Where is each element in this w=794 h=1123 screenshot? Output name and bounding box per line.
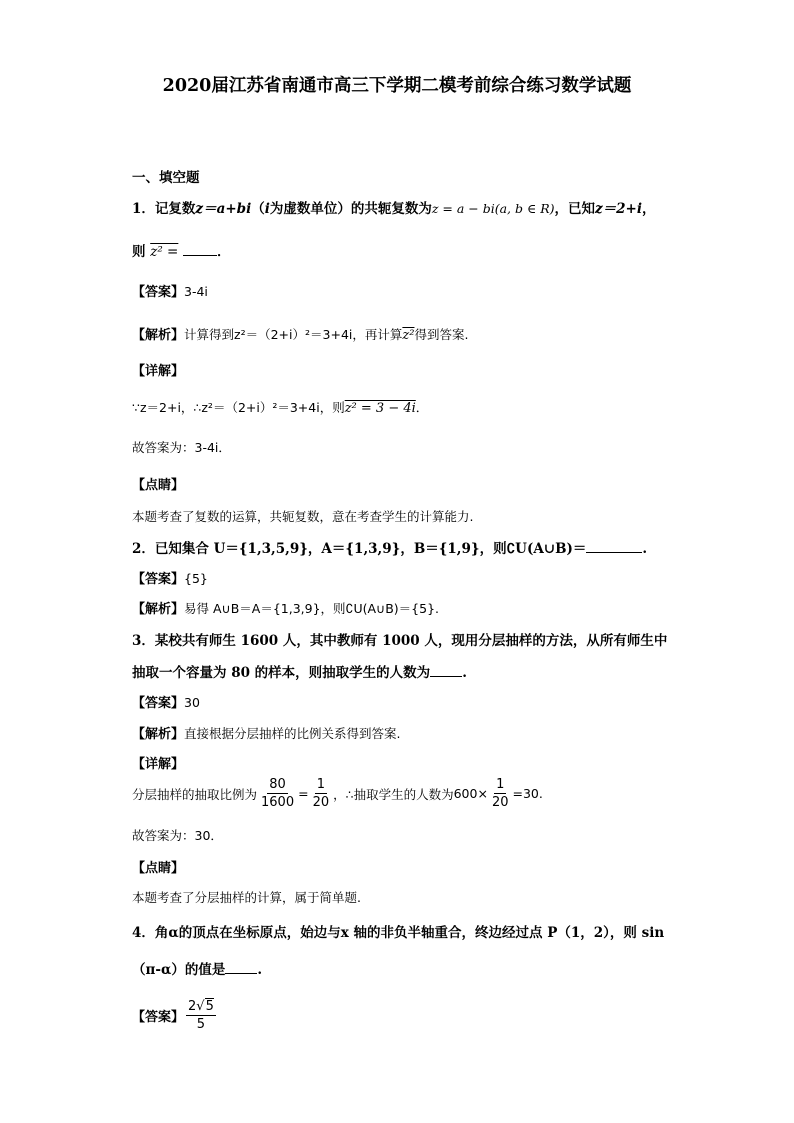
- q3-stem-line2: 抽取一个容量为 80 的样本，则抽取学生的人数为 .: [132, 665, 467, 681]
- answer-fraction: $\frac{2√5}{5}$: [188, 999, 214, 1032]
- q1-analysis: 【解析】计算得到z²＝（2+i）²＝3+4i，再计算z²得到答案.: [132, 327, 469, 343]
- q3-analysis: 【解析】直接根据分层抽样的比例关系得到答案.: [132, 726, 401, 742]
- q1-conclusion: 故答案为：3-4i．: [132, 440, 231, 455]
- q2-answer: 【答案】{5}: [132, 571, 208, 587]
- conjugate-expression: z = a − bi(a, b ∈ R): [431, 201, 555, 216]
- q2-analysis: 【解析】易得 A∪B＝A＝{1,3,9}，则∁U(A∪B)＝{5}.: [132, 601, 439, 617]
- q4-stem-line1: 4．角α的顶点在坐标原点，始边与x 轴的非负半轴重合，终边经过点 P（1，2），则 sin: [132, 925, 665, 941]
- q3-comment: 本题考查了分层抽样的计算，属于简单题.: [132, 890, 361, 905]
- answer-blank: [586, 540, 642, 553]
- fraction-80-1600: $\frac{80}{1600}$: [261, 777, 295, 810]
- q3-conclusion: 故答案为：30．: [132, 828, 223, 843]
- q3-detail-heading: 【详解】: [132, 757, 185, 772]
- q1-detail-heading: 【详解】: [132, 364, 185, 379]
- section-heading: 一、填空题: [132, 170, 200, 186]
- q1-comment: 本题考查了复数的运算，共轭复数，意在考查学生的计算能力.: [132, 509, 474, 524]
- q1-comment-heading: 【点睛】: [132, 478, 185, 493]
- answer-blank: [430, 664, 462, 677]
- q4-answer: 【答案】 $\frac{2√5}{5}$: [132, 999, 214, 1032]
- fraction-1-20: $\frac{1}{20}$: [312, 777, 330, 810]
- q4-stem-line2: （π-α）的值是 .: [132, 962, 263, 978]
- answer-blank: [225, 961, 257, 974]
- q3-comment-heading: 【点睛】: [132, 861, 185, 876]
- q3-answer: 【答案】30: [132, 695, 200, 711]
- q1-stem-line2: 则 z² = ．: [132, 244, 231, 260]
- q1-answer: 【答案】3-4i: [132, 284, 208, 300]
- q3-detail: 分层抽样的抽取比例为 $\frac{80}{1600}$ = $\frac{1}{20}$ ，∴抽取学生的人数为 600× $\frac{1}{20}$ =30.: [132, 777, 543, 810]
- q1-stem-line1: 1．记复数z＝a+bi（i为虚数单位）的共轭复数为z = a − bi(a, b ∈ R)，已知z＝2+i，: [132, 201, 656, 217]
- fraction-1-20-second: $\frac{1}{20}$: [491, 777, 509, 810]
- q3-stem-line1: 3．某校共有师生 1600 人，其中教师有 1000 人，现用分层抽样的方法，从所有师生中: [132, 633, 668, 649]
- q2-stem: 2．已知集合 U＝{1,3,5,9}，A＝{1,3,9}，B＝{1,9}，则∁U(A∪B)＝ .: [132, 541, 648, 557]
- q1-detail: ∵z＝2+i，∴z²＝（2+i）²＝3+4i，则z² = 3 − 4i．: [132, 400, 429, 416]
- answer-blank: [183, 243, 217, 256]
- page-title: 2020届江苏省南通市高三下学期二模考前综合练习数学试题: [162, 76, 632, 96]
